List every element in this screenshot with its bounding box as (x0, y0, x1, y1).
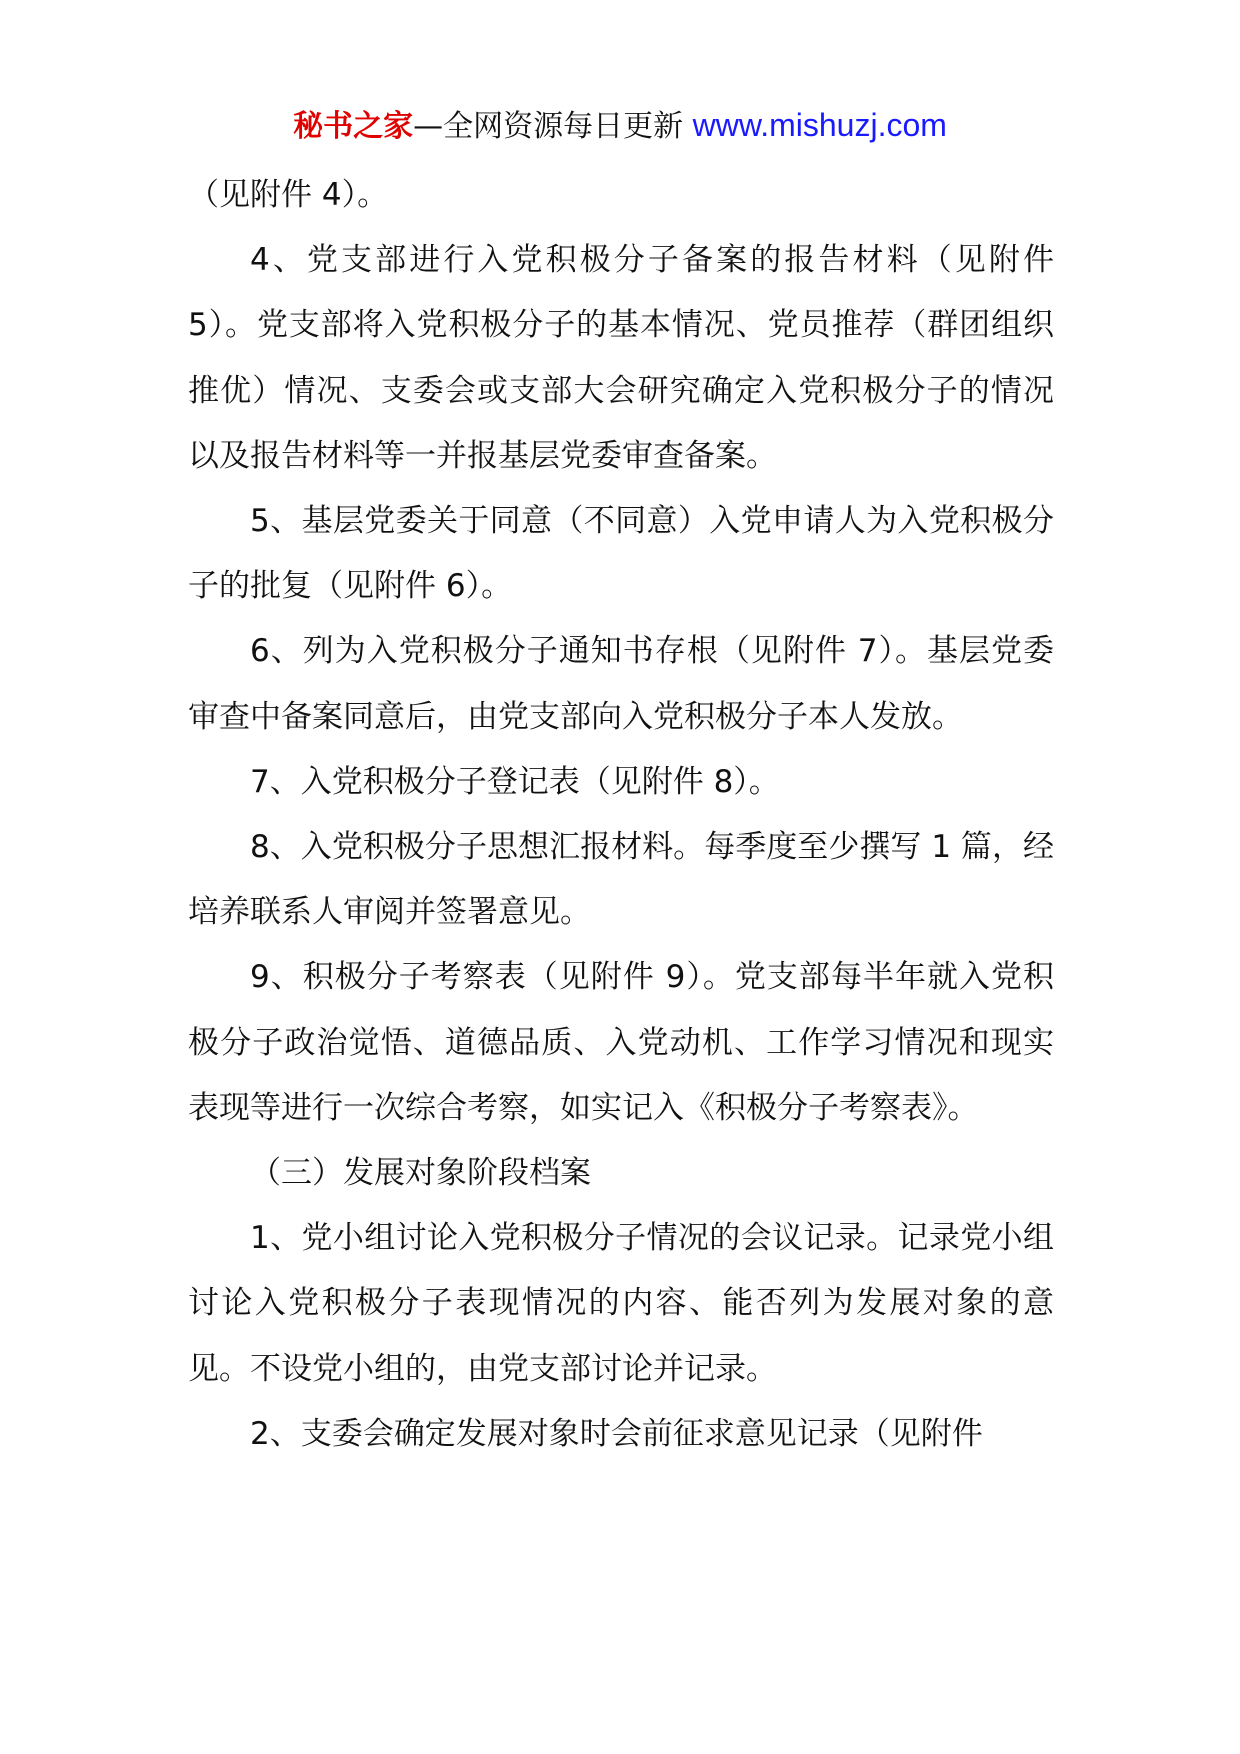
brand-name: 秘书之家 (293, 109, 414, 144)
paragraph-item-8: 8、入党积极分子思想汇报材料。每季度至少撰写 1 篇，经培养联系人审阅并签署意见。 (188, 829, 1054, 931)
paragraph-item-9: 9、积极分子考察表（见附件 9）。党支部每半年就入党积极分子政治觉悟、道德品质、入党动机、工作学习情况和现实表现等进行一次综合考察，如实记入《积极分子考察表》。 (188, 959, 1054, 1126)
paragraph-item-6: 6、列为入党积极分子通知书存根（见附件 7）。基层党委审查中备案同意后，由党支部向入党积极分子本人发放。 (188, 633, 1054, 735)
header-slogan: —全网资源每日更新 (413, 109, 693, 144)
paragraph-item-7: 7、入党积极分子登记表（见附件 8）。 (250, 763, 780, 800)
paragraph-item-5: 5、基层党委关于同意（不同意）入党申请人为入党积极分子的批复（见附件 6）。 (188, 503, 1054, 605)
paragraph-item-2: 2、支委会确定发展对象时会前征求意见记录（见附件 (250, 1415, 983, 1452)
paragraph-continuation: （见附件 4）。 (188, 177, 389, 213)
paragraph-item-1: 1、党小组讨论入党积极分子情况的会议记录。记录党小组讨论入党积极分子表现情况的内容、能否列为发展对象的意见。不设党小组的，由党支部讨论并记录。 (188, 1220, 1054, 1387)
section-heading: （三）发展对象阶段档案 (250, 1155, 591, 1192)
site-url-link[interactable]: www.mishuzj.com (692, 107, 947, 143)
paragraph-item-4: 4、党支部进行入党积极分子备案的报告材料（见附件 5）。党支部将入党积极分子的基本情况、党员推荐（群团组织推优）情况、支委会或支部大会研究确定入党积极分子的情况以及报告材料等一并报基层党委审查备案。 (188, 242, 1054, 474)
page-header (0, 103, 1240, 149)
document-body (188, 163, 1054, 1467)
